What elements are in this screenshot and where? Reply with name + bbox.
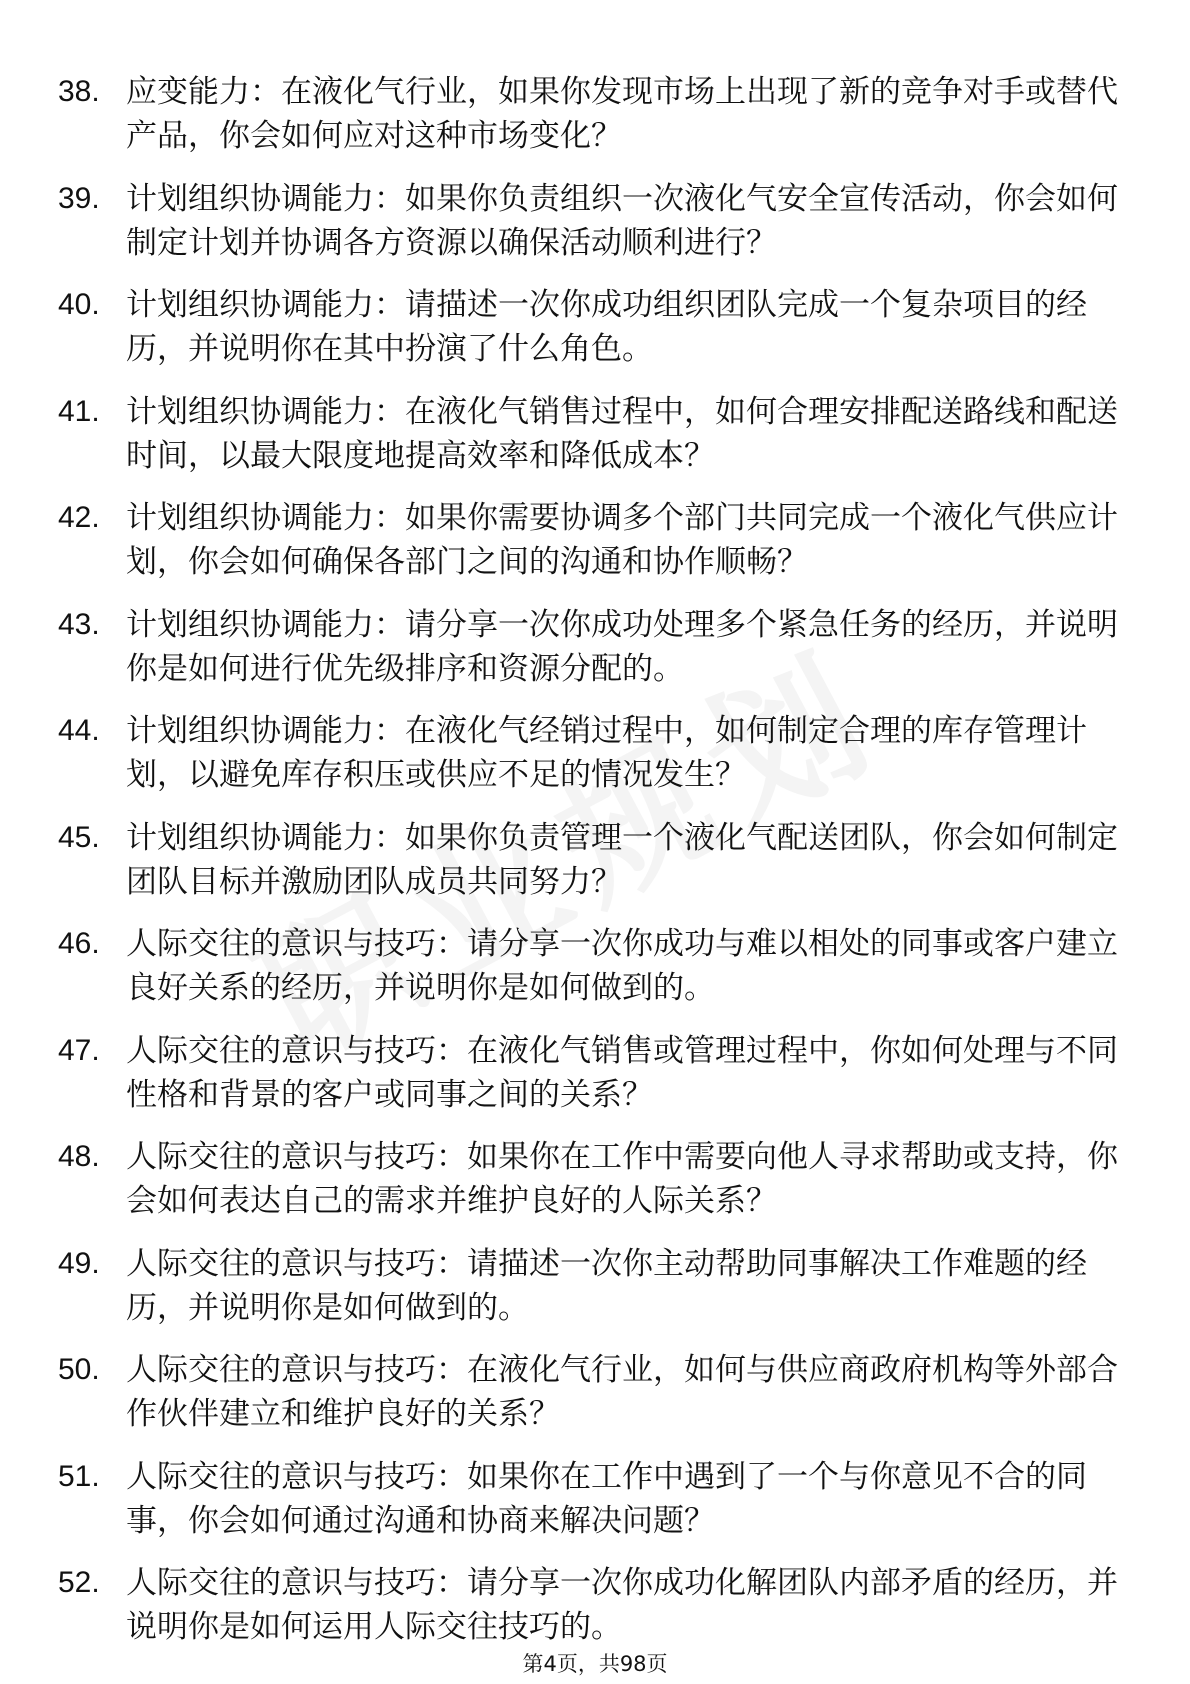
question-text: 应变能力：在液化气行业，如果你发现市场上出现了新的竞争对手或替代产品，你会如何应对这种市场变化？ — [126, 74, 1118, 154]
question-item — [58, 1029, 1118, 1117]
question-text: 人际交往的意识与技巧：请分享一次你成功化解团队内部矛盾的经历，并说明你是如何运用人际交往技巧的。 — [126, 1565, 1118, 1645]
question-item — [58, 816, 1118, 904]
question-number: 38. — [58, 75, 100, 108]
question-item — [58, 1242, 1118, 1330]
question-item — [58, 70, 1118, 158]
question-item — [58, 603, 1118, 691]
question-text: 人际交往的意识与技巧：如果你在工作中需要向他人寻求帮助或支持，你会如何表达自己的需求并维护良好的人际关系？ — [126, 1139, 1118, 1219]
question-number: 48. — [58, 1140, 100, 1173]
question-text: 计划组织协调能力：如果你负责管理一个液化气配送团队，你会如何制定团队目标并激励团队成员共同努力？ — [126, 819, 1118, 900]
question-number: 46. — [58, 927, 100, 960]
question-text: 人际交往的意识与技巧：请描述一次你主动帮助同事解决工作难题的经历，并说明你是如何做到的。 — [126, 1245, 1087, 1326]
question-text: 计划组织协调能力：如果你需要协调多个部门共同完成一个液化气供应计划，你会如何确保各部门之间的沟通和协作顺畅？ — [126, 500, 1118, 580]
question-text: 人际交往的意识与技巧：在液化气销售或管理过程中，你如何处理与不同性格和背景的客户或同事之间的关系？ — [126, 1032, 1118, 1113]
question-number: 47. — [58, 1033, 100, 1067]
question-number: 49. — [58, 1246, 100, 1280]
question-item — [58, 1348, 1118, 1436]
question-text: 计划组织协调能力：如果你负责组织一次液化气安全宣传活动，你会如何制定计划并协调各方资源以确保活动顺利进行？ — [126, 180, 1118, 261]
question-number: 52. — [58, 1566, 100, 1599]
question-item — [58, 922, 1118, 1010]
question-text: 计划组织协调能力：请分享一次你成功处理多个紧急任务的经历，并说明你是如何进行优先级排序和资源分配的。 — [126, 606, 1118, 687]
page-indicator: 第4页，共98页 — [522, 1652, 668, 1676]
question-item — [58, 1561, 1118, 1649]
question-number: 40. — [58, 288, 100, 321]
question-item — [58, 709, 1118, 797]
question-number: 41. — [58, 394, 100, 428]
question-number: 44. — [58, 714, 100, 747]
question-item — [58, 1455, 1118, 1543]
question-text: 计划组织协调能力：在液化气销售过程中，如何合理安排配送路线和配送时间，以最大限度地提高效率和降低成本？ — [126, 393, 1118, 474]
question-item — [58, 283, 1118, 371]
question-number: 51. — [58, 1459, 100, 1493]
question-text: 人际交往的意识与技巧：如果你在工作中遇到了一个与你意见不合的同事，你会如何通过沟通和协商来解决问题？ — [126, 1458, 1087, 1539]
question-item — [58, 496, 1118, 584]
question-item — [58, 390, 1118, 478]
question-item — [58, 177, 1118, 265]
question-number: 43. — [58, 607, 100, 641]
question-text: 人际交往的意识与技巧：请分享一次你成功与难以相处的同事或客户建立良好关系的经历，并说明你是如何做到的。 — [126, 926, 1118, 1006]
question-item — [58, 1135, 1118, 1223]
question-number: 39. — [58, 181, 100, 215]
question-text: 计划组织协调能力：请描述一次你成功组织团队完成一个复杂项目的经历，并说明你在其中扮演了什么角色。 — [126, 287, 1087, 367]
question-number: 42. — [58, 501, 100, 534]
question-number: 50. — [58, 1353, 100, 1386]
question-text: 人际交往的意识与技巧：在液化气行业，如何与供应商政府机构等外部合作伙伴建立和维护良好的关系？ — [126, 1352, 1118, 1432]
question-number: 45. — [58, 820, 100, 854]
question-list — [58, 70, 1118, 1668]
question-text: 计划组织协调能力：在液化气经销过程中，如何制定合理的库存管理计划，以避免库存积压或供应不足的情况发生？ — [126, 713, 1087, 793]
